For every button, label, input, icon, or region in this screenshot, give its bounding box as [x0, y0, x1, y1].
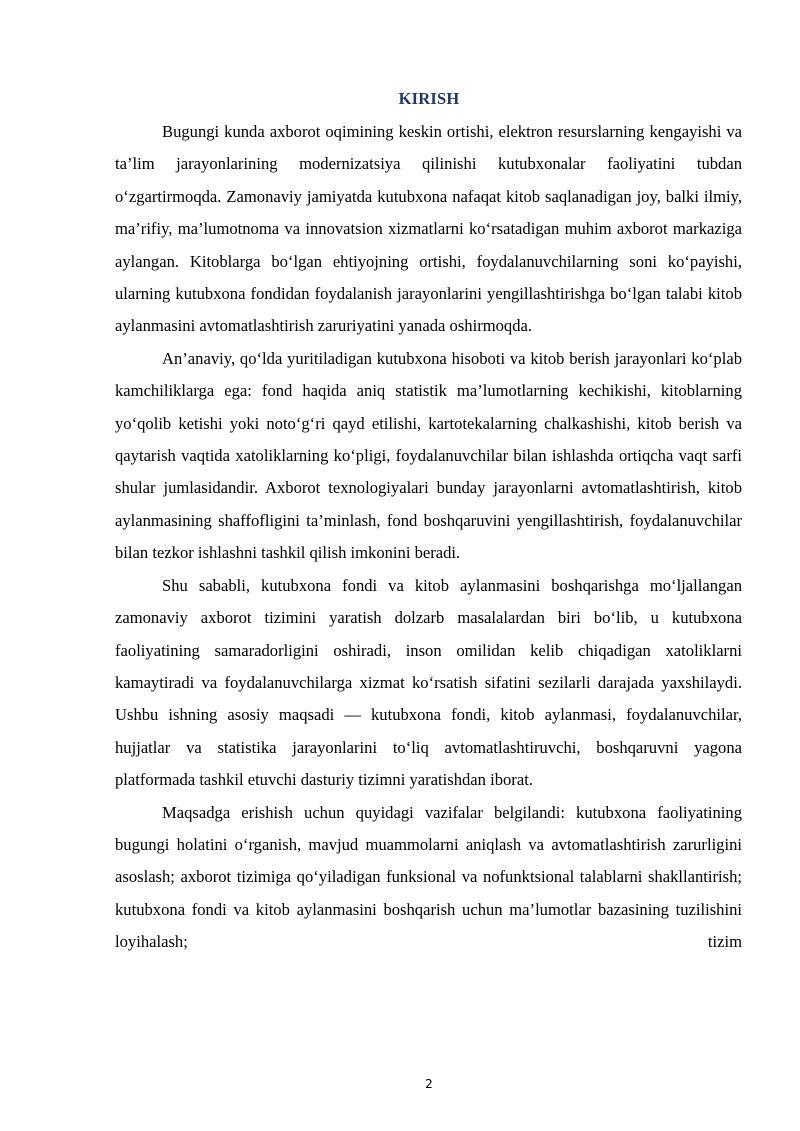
body-text: [115, 116, 742, 959]
paragraph-goal: Shu sababli, kutubxona fondi va kitob aylanmasini boshqarishga mo‘ljallangan zamonaviy axborot tizimini yaratish dolzarb masalalardan biri bo‘lib, u kutubxona faoliyatining samaradorligini oshiradi, inson omilidan kelib chiqadigan xatoliklarni kamaytiradi va foydalanuvchilarga xizmat ko‘rsatish sifatini sezilarli darajada yaxshilaydi. Ushbu ishning asosiy maqsadi — kutubxona fondi, kitob aylanmasi, foydalanuvchilar, hujjatlar va statistika jarayonlarini to‘liq avtomatlashtiruvchi, boshqaruvni yagona platformada tashkil etuvchi dasturiy tizimni yaratishdan iborat.: [115, 575, 742, 790]
page-number: 2: [425, 1077, 433, 1091]
paragraph-traditional-problems: An’anaviy, qo‘lda yuritiladigan kutubxona hisoboti va kitob berish jarayonlari ko‘plab kamchiliklarga ega: fond haqida aniq statistik ma’lumotlarning kechikishi, kitoblarning yo‘qolib ketishi yoki noto‘g‘ri qayd etilishi, kartotekalarning chalkashishi, kitob berish va qaytarish vaqtida xatoliklarning ko‘pligi, foydalanuvchilar bilan ishlashda ortiqcha vaqt sarfi shular jumlasidandir. Axborot texnologiyalari bunday jarayonlarni avtomatlashtirish, kitob aylanmasining shaffofligini ta’minlash, fond boshqaruvini yengillashtirish, foydalanuvchilar bilan tezkor ishlashni tashkil qilish imkonini beradi.: [115, 348, 742, 563]
page-title: KIRISH: [398, 89, 460, 108]
paragraph-intro: Bugungi kunda axborot oqimining keskin ortishi, elektron resurslarning kengayishi va ta’lim jarayonlarining modernizatsiya qilinishi kutubxonalar faoliyatini tubdan o‘zgartirmoqda. Zamonaviy jamiyatda kutubxona nafaqat kitob saqlanadigan joy, balki ilmiy, ma’rifiy, ma’lumotnoma va innovatsion xizmatlarni ko‘rsatadigan muhim axborot markaziga aylangan. Kitoblarga bo‘lgan ehtiyojning ortishi, foydalanuvchilarning soni ko‘payishi, ularning kutubxona fondidan foydalanish jarayonlarini yengillashtirishga bo‘lgan talabi kitob aylanmasini avtomatlashtirish zaruriyatini yanada oshirmoqda.: [115, 122, 742, 336]
paragraph-tasks: Maqsadga erishish uchun quyidagi vazifalar belgilandi: kutubxona faoliyatining bugungi holatini o‘rganish, mavjud muammolarni aniqlash va avtomatlashtirish zarurligini asoslash; axborot tizimiga qo‘yiladigan funksional va nofunktsional talablarni shakllantirish; kutubxona fondi va kitob aylanmasini boshqarish uchun ma’lumotlar bazasining tuzilishini loyihalash; tizim: [115, 802, 742, 952]
